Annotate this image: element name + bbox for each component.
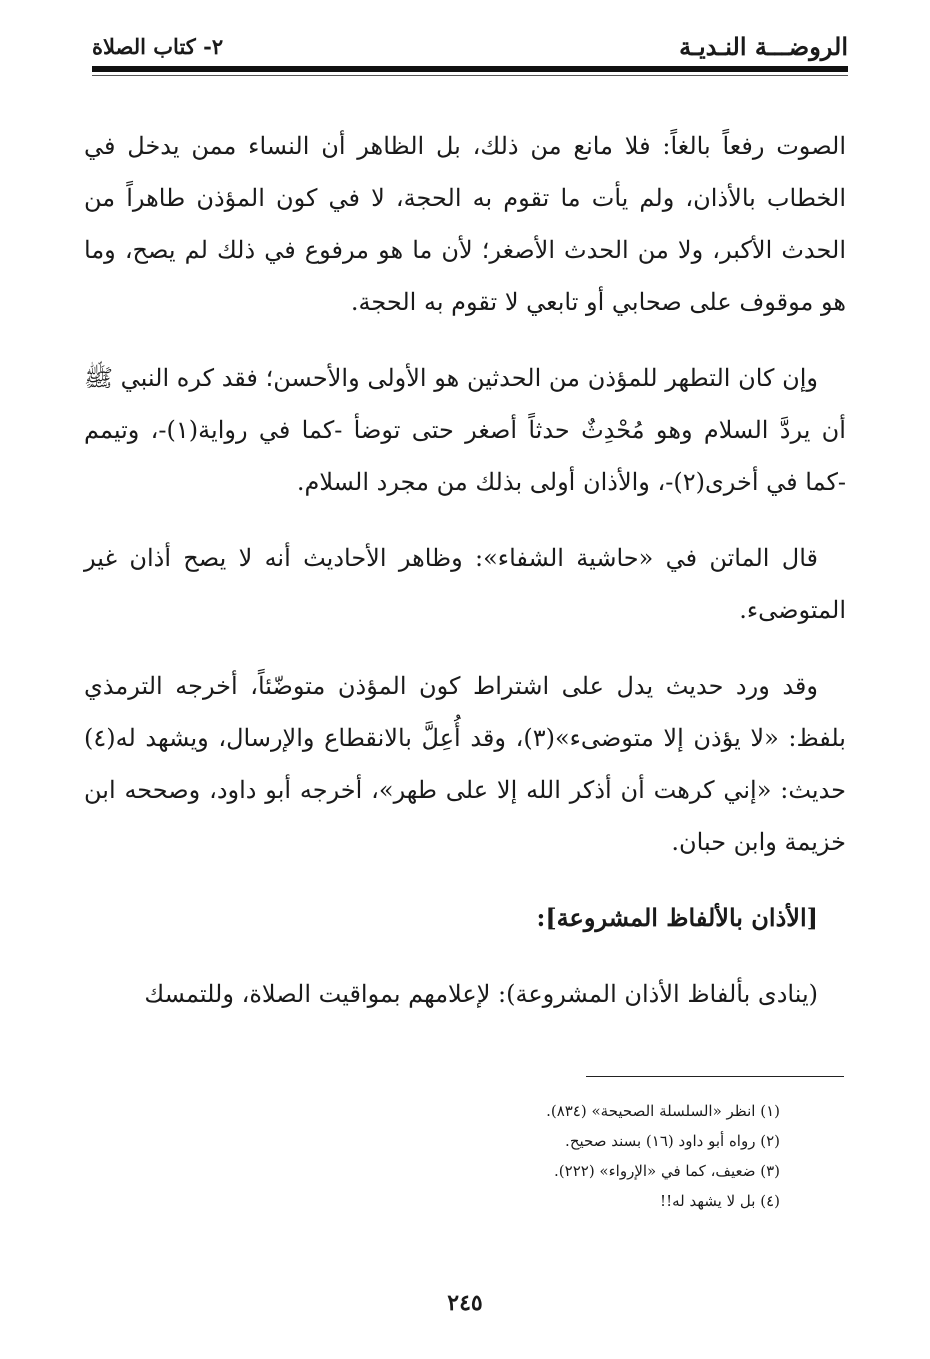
- footnote-1: (١) انظر «السلسلة الصحيحة» (٨٣٤).: [546, 1102, 780, 1120]
- paragraph-3: قال الماتن في «حاشية الشفاء»: وظاهر الأحاديث أنه لا يصح أذان غير المتوضىء.: [84, 544, 846, 624]
- section-heading: [الأذان بالألفاظ المشروعة]:: [536, 903, 818, 932]
- footnote-rule: [586, 1076, 844, 1077]
- paragraph-4: وقد ورد حديث يدل على اشتراط كون المؤذن متوضّئاً، أخرجه الترمذي بلفظ: «لا يؤذن إلا متوضىء»(٣)، وقد أُعِلَّ بالانقطاع والإرسال، ويشهد له(٤) حديث: «إني كرهت أن أذكر الله إلا على طهر»، أخرجه أبو داود، وصححه ابن خزيمة وابن حبان.: [84, 672, 846, 856]
- paragraph-5: (ينادى بألفاظ الأذان المشروعة): لإعلامهم بمواقيت الصلاة، وللتمسك: [144, 980, 818, 1008]
- footnote-2: (٢) رواه أبو داود (١٦) بسند صحيح.: [565, 1132, 780, 1150]
- chapter-title: ٢- كتاب الصلاة: [92, 34, 224, 59]
- book-title: الروضـــة النـديـة: [679, 32, 848, 61]
- header-rule: [92, 66, 848, 72]
- page-number: ٢٤٥: [447, 1290, 483, 1316]
- running-header: [92, 30, 848, 64]
- main-text: [84, 120, 846, 1044]
- header-rule-thin: [92, 75, 848, 76]
- paragraph-1: الصوت رفعاً بالغاً: فلا مانع من ذلك، بل الظاهر أن النساء ممن يدخل في الخطاب بالأذان، ولم يأت ما تقوم به الحجة، لا في كون المؤذن طاهراً من الحدث الأكبر، ولا من الحدث الأصغر؛ لأن ما هو مرفوع في ذلك لم يصح، وما هو موقوف على صحابي أو تابعي لا تقوم به الحجة.: [84, 132, 846, 316]
- footnote-4: (٤) بل لا يشهد له!!: [660, 1192, 780, 1210]
- footnotes: [360, 1096, 780, 1216]
- footnote-3: (٣) ضعيف، كما في «الإرواء» (٢٢٢).: [554, 1162, 780, 1180]
- paragraph-2: وإن كان التطهر للمؤذن من الحدثين هو الأولى والأحسن؛ فقد كره النبي ﷺ أن يردَّ السلام وهو مُحْدِثٌ حدثاً أصغر حتى توضأ -كما في رواية(١)-، وتيمم -كما في أخرى(٢)-، والأذان أولى بذلك من مجرد السلام.: [84, 364, 846, 496]
